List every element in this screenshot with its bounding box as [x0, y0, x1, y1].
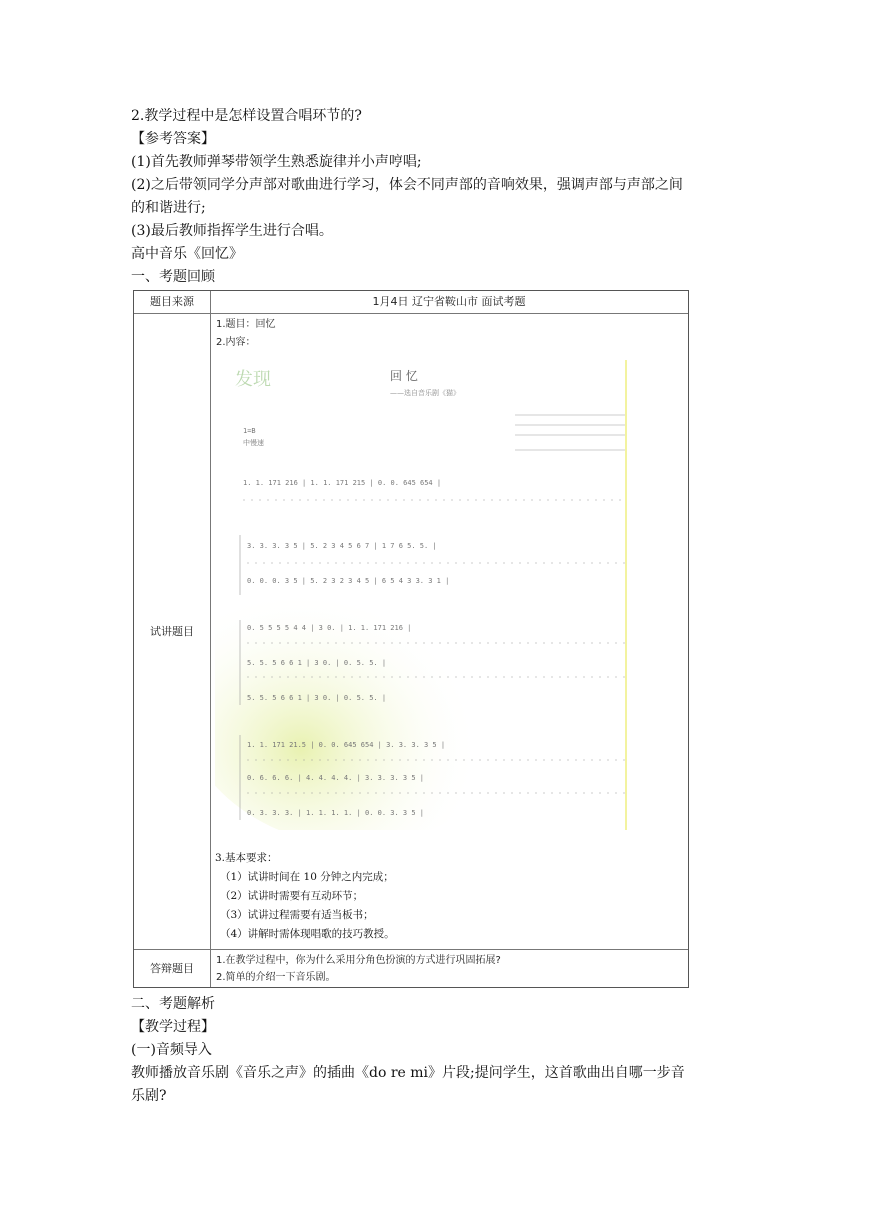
svg-text:0. 6. 6. 6. | 4. 4.: 0. 6. 6. 6. | 4. 4. 4. 4. | 3. 3. 3. 3 5 |: [247, 774, 425, 782]
answer-step-3: (3)最后教师指挥学生进行合唱。: [131, 223, 333, 239]
defense-item-2: 2.简单的介绍一下音乐剧。: [216, 972, 336, 983]
svg-text:1=B: 1=B: [243, 427, 256, 435]
score-subtitle: ——选自音乐剧《猫》: [390, 389, 460, 397]
defense-item-1: 1.在教学过程中，你为什么采用分角色扮演的方式进行巩固拓展?: [216, 955, 501, 966]
source-value: 1月4日 辽宁省鞍山市 面试考题: [372, 295, 526, 308]
topic-line: 1.题目：回忆: [216, 319, 276, 330]
body-paragraph: 教师播放音乐剧《音乐之声》的插曲《do re mi》片段;提问学生，这首歌曲出自哪一步音: [131, 1065, 685, 1081]
process-header: 【教学过程】: [131, 1019, 215, 1035]
content-line: 2.内容：: [216, 337, 256, 348]
answer-step-1: (1)首先教师弹琴带领学生熟悉旋律并小声哼唱;: [131, 154, 422, 170]
requirement-item: （2）试讲时需要有互动环节；: [220, 890, 364, 902]
svg-text:中慢速: 中慢速: [243, 439, 264, 447]
answer-step-2-cont: 的和谐进行;: [131, 200, 206, 216]
section-analysis-heading: 二、考题解析: [131, 996, 215, 1012]
answer-step-2: (2)之后带领同学分声部对歌曲进行学习，体会不同声部的音响效果，强调声部与声部之间: [131, 177, 683, 193]
svg-text:1. 1. 171 21.5 | 0. 0.: 1. 1. 171 21.5 | 0. 0. 645 654 | 3. 3. 3. 3 5 |: [247, 741, 446, 749]
requirement-item: （3）试讲过程需要有适当板书；: [220, 909, 374, 921]
svg-text:5. 5. 5 6 6 1 | 3 0.: 5. 5. 5 6 6 1 | 3 0. | 0. 5. 5. |: [247, 659, 387, 667]
subsection-audio-intro: (一)音频导入: [131, 1042, 212, 1058]
svg-text:3. 3. 3. 3 5 | 5. 2: 3. 3. 3. 3 5 | 5. 2 3 4 5 6 7 | 1 7 6 5. 5. |: [247, 542, 437, 550]
source-label: 题目来源: [150, 295, 194, 308]
trial-label: 试讲题目: [150, 625, 194, 638]
sheet-music-image: [215, 355, 650, 830]
svg-text:0. 0. 0. 3 5 | 5. 2: 0. 0. 0. 3 5 | 5. 2 3 2 3 4 5 | 6 5 4 3 3. 3 1 |: [247, 577, 450, 585]
requirements-header: 3.基本要求：: [215, 852, 278, 864]
svg-text:5. 5. 5 6 6 1 | 3 0.: 5. 5. 5 6 6 1 | 3 0. | 0. 5. 5. |: [247, 694, 387, 702]
score-title: 回 忆: [390, 369, 418, 383]
svg-text:1. 1. 171 216 | 1. 1.: 1. 1. 171 216 | 1. 1. 171 215 | 0. 0. 645 654 |: [243, 479, 442, 487]
requirement-item: （4）讲解时需体现唱歌的技巧教授。: [220, 928, 395, 940]
body-paragraph-cont: 乐剧?: [131, 1088, 167, 1104]
requirement-item: （1）试讲时间在 10 分钟之内完成；: [220, 871, 394, 883]
course-title: 高中音乐《回忆》: [131, 246, 243, 262]
svg-text:0. 3. 3. 3. | 1. 1.: 0. 3. 3. 3. | 1. 1. 1. 1. | 0. 0. 3. 3 5 |: [247, 809, 425, 817]
svg-text:发现: 发现: [235, 369, 271, 390]
section-review-heading: 一、考题回顾: [131, 269, 215, 285]
defense-label: 答辩题目: [150, 962, 194, 975]
svg-text:0. 5 5 5 5 4 4 | 3 0.: 0. 5 5 5 5 4 4 | 3 0. | 1. 1. 171 216 |: [247, 624, 412, 632]
answer-header: 【参考答案】: [131, 131, 215, 147]
question-text: 2.教学过程中是怎样设置合唱环节的?: [131, 108, 362, 124]
